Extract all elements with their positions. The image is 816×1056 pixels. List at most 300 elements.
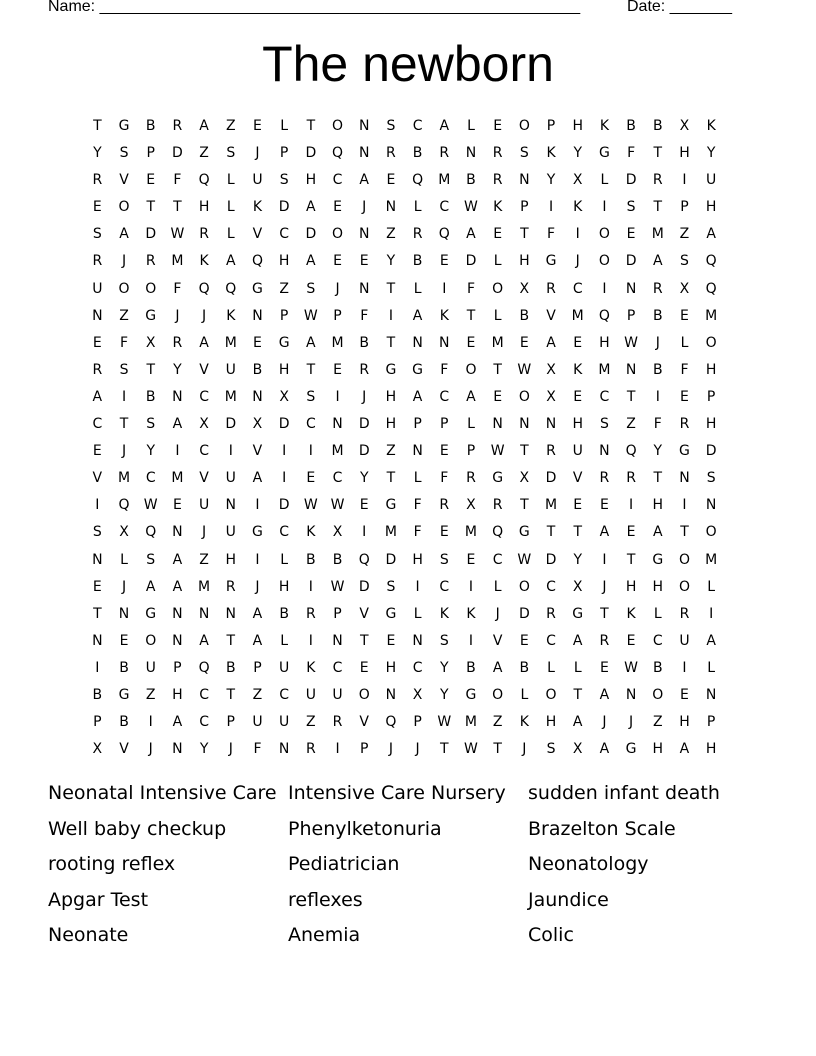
grid-letter[interactable]: P <box>520 199 529 216</box>
grid-letter[interactable]: A <box>252 632 263 649</box>
grid-letter[interactable]: S <box>546 741 556 758</box>
grid-letter[interactable]: M <box>705 551 718 568</box>
grid-letter[interactable]: E <box>172 497 182 514</box>
grid-letter[interactable]: Y <box>573 551 582 568</box>
grid-letter[interactable]: H <box>705 199 717 216</box>
grid-letter[interactable]: K <box>573 199 583 216</box>
grid-letter[interactable]: R <box>679 605 690 622</box>
grid-letter[interactable]: I <box>629 497 634 514</box>
grid-letter[interactable]: C <box>412 118 423 134</box>
grid-letter[interactable]: J <box>602 714 607 731</box>
grid-letter[interactable]: S <box>706 470 716 487</box>
grid-letter[interactable]: S <box>599 416 609 433</box>
grid-letter[interactable]: U <box>305 686 316 703</box>
grid-letter[interactable]: Q <box>198 172 210 189</box>
grid-letter[interactable]: A <box>172 416 183 433</box>
grid-letter[interactable]: A <box>599 524 610 541</box>
grid-letter[interactable]: U <box>706 172 717 189</box>
grid-letter[interactable]: K <box>439 307 449 324</box>
grid-letter[interactable]: L <box>413 199 422 216</box>
grid-letter[interactable]: G <box>679 443 690 460</box>
grid-letter[interactable]: C <box>199 686 209 703</box>
grid-letter[interactable]: X <box>119 524 129 541</box>
grid-letter[interactable]: X <box>572 578 583 595</box>
grid-letter[interactable]: E <box>146 172 156 189</box>
grid-letter[interactable]: N <box>198 605 210 622</box>
grid-letter[interactable]: J <box>202 524 207 541</box>
grid-letter[interactable]: X <box>546 361 556 378</box>
grid-letter[interactable]: Q <box>358 551 370 568</box>
grid-letter[interactable]: E <box>573 497 583 514</box>
grid-letter[interactable]: X <box>332 524 343 541</box>
grid-letter[interactable]: D <box>278 199 290 216</box>
grid-letter[interactable]: I <box>282 443 287 460</box>
grid-letter[interactable]: O <box>652 686 664 703</box>
grid-letter[interactable]: C <box>546 578 556 595</box>
grid-letter[interactable]: J <box>655 334 660 351</box>
grid-letter[interactable]: E <box>599 659 609 676</box>
grid-letter[interactable]: Q <box>412 172 424 189</box>
grid-letter[interactable]: T <box>466 307 476 324</box>
grid-letter[interactable]: C <box>332 172 343 189</box>
grid-letter[interactable]: L <box>573 659 582 676</box>
grid-letter[interactable]: X <box>546 388 556 405</box>
grid-letter[interactable]: S <box>92 226 102 243</box>
grid-letter[interactable]: L <box>280 118 289 134</box>
grid-letter[interactable]: C <box>572 280 583 297</box>
grid-letter[interactable]: N <box>519 172 530 189</box>
grid-letter[interactable]: N <box>92 307 103 324</box>
grid-letter[interactable]: W <box>303 307 318 324</box>
grid-letter[interactable]: B <box>626 118 636 134</box>
grid-letter[interactable]: I <box>575 226 580 243</box>
grid-letter[interactable]: C <box>199 443 209 460</box>
grid-letter[interactable]: K <box>706 118 716 134</box>
grid-letter[interactable]: J <box>148 741 153 758</box>
grid-letter[interactable]: C <box>439 199 450 216</box>
grid-letter[interactable]: J <box>121 253 127 270</box>
grid-letter[interactable]: R <box>199 226 209 243</box>
grid-letter[interactable]: A <box>119 226 129 243</box>
grid-letter[interactable]: H <box>599 334 610 351</box>
grid-letter[interactable]: E <box>253 118 262 134</box>
grid-letter[interactable]: E <box>333 253 342 270</box>
grid-letter[interactable]: A <box>412 307 423 324</box>
grid-letter[interactable]: D <box>305 145 317 162</box>
grid-letter[interactable]: T <box>626 388 636 405</box>
grid-letter[interactable]: N <box>545 416 557 433</box>
grid-letter[interactable]: P <box>253 659 262 676</box>
grid-letter[interactable]: E <box>306 470 316 487</box>
grid-letter[interactable]: T <box>359 632 369 649</box>
grid-letter[interactable]: A <box>492 659 503 676</box>
grid-letter[interactable]: H <box>679 714 690 731</box>
grid-letter[interactable]: R <box>492 497 503 514</box>
grid-letter[interactable]: R <box>546 605 556 622</box>
grid-letter[interactable]: P <box>413 416 422 433</box>
grid-letter[interactable]: T <box>573 686 582 703</box>
grid-letter[interactable]: I <box>121 388 127 405</box>
grid-letter[interactable]: E <box>386 172 396 189</box>
grid-letter[interactable]: H <box>679 145 690 162</box>
grid-letter[interactable]: J <box>255 578 260 595</box>
grid-letter[interactable]: E <box>439 253 449 270</box>
grid-letter[interactable]: K <box>573 361 583 378</box>
grid-letter[interactable]: A <box>466 388 476 405</box>
grid-letter[interactable]: K <box>226 307 236 324</box>
grid-letter[interactable]: A <box>679 741 690 758</box>
grid-letter[interactable]: J <box>629 714 634 731</box>
grid-letter[interactable]: V <box>492 632 503 649</box>
grid-letter[interactable]: P <box>466 443 476 460</box>
grid-letter[interactable]: N <box>412 334 423 351</box>
grid-letter[interactable]: O <box>705 334 717 351</box>
grid-letter[interactable]: R <box>92 253 103 270</box>
date-field[interactable]: Date: _______ <box>627 0 732 15</box>
grid-letter[interactable]: L <box>520 686 529 703</box>
grid-letter[interactable]: K <box>306 524 316 541</box>
grid-letter[interactable]: D <box>545 470 557 487</box>
grid-letter[interactable]: K <box>439 605 449 622</box>
grid-letter[interactable]: T <box>226 632 236 649</box>
grid-letter[interactable]: A <box>546 334 556 351</box>
grid-letter[interactable]: N <box>412 443 423 460</box>
grid-letter[interactable]: O <box>492 280 504 297</box>
grid-letter[interactable]: H <box>705 416 717 433</box>
grid-letter[interactable]: E <box>680 307 689 324</box>
grid-letter[interactable]: U <box>225 470 236 487</box>
grid-letter[interactable]: N <box>385 686 397 703</box>
grid-letter[interactable]: M <box>464 714 478 731</box>
grid-letter[interactable]: A <box>252 470 263 487</box>
grid-letter[interactable]: W <box>517 551 532 568</box>
grid-letter[interactable]: K <box>199 253 209 270</box>
grid-letter[interactable]: Z <box>252 686 263 703</box>
grid-letter[interactable]: U <box>679 632 690 649</box>
grid-letter[interactable]: R <box>412 226 423 243</box>
grid-letter[interactable]: D <box>358 443 370 460</box>
grid-letter[interactable]: B <box>466 172 476 189</box>
grid-letter[interactable]: Q <box>705 253 717 270</box>
grid-letter[interactable]: O <box>518 388 530 405</box>
grid-letter[interactable]: M <box>491 334 504 351</box>
grid-letter[interactable]: N <box>225 497 237 514</box>
grid-letter[interactable]: B <box>412 145 423 162</box>
grid-letter[interactable]: M <box>198 578 211 595</box>
grid-letter[interactable]: S <box>519 145 529 162</box>
grid-letter[interactable]: B <box>225 659 236 676</box>
grid-letter[interactable]: A <box>199 334 209 351</box>
grid-letter[interactable]: E <box>573 388 583 405</box>
grid-letter[interactable]: R <box>546 280 556 297</box>
grid-letter[interactable]: Y <box>93 145 102 162</box>
grid-letter[interactable]: G <box>518 524 530 541</box>
grid-letter[interactable]: A <box>172 714 183 731</box>
grid-letter[interactable]: I <box>602 280 607 297</box>
grid-letter[interactable]: R <box>599 632 610 649</box>
grid-letter[interactable]: M <box>171 470 184 487</box>
grid-letter[interactable]: A <box>172 551 183 568</box>
grid-letter[interactable]: P <box>706 714 716 731</box>
grid-letter[interactable]: Z <box>199 551 209 568</box>
grid-letter[interactable]: T <box>306 361 316 378</box>
grid-letter[interactable]: R <box>172 118 183 134</box>
grid-letter[interactable]: Z <box>492 714 503 731</box>
grid-letter[interactable]: W <box>437 714 452 731</box>
grid-letter[interactable]: M <box>384 524 397 541</box>
grid-letter[interactable]: O <box>118 199 130 216</box>
grid-letter[interactable]: T <box>653 470 663 487</box>
grid-letter[interactable]: Q <box>251 253 263 270</box>
grid-letter[interactable]: Q <box>705 280 717 297</box>
grid-letter[interactable]: H <box>572 118 583 134</box>
grid-letter[interactable]: F <box>466 280 475 297</box>
grid-letter[interactable]: N <box>252 388 263 405</box>
grid-letter[interactable]: H <box>705 361 717 378</box>
name-field[interactable]: Name: ______________________________________________________ <box>48 0 581 15</box>
grid-letter[interactable]: T <box>93 605 102 622</box>
grid-letter[interactable]: G <box>145 307 157 324</box>
grid-letter[interactable]: X <box>572 172 583 189</box>
grid-letter[interactable]: L <box>226 199 235 216</box>
grid-letter[interactable]: D <box>278 416 290 433</box>
grid-letter[interactable]: P <box>279 307 289 324</box>
grid-letter[interactable]: T <box>146 361 155 378</box>
grid-letter[interactable]: G <box>385 361 397 378</box>
grid-letter[interactable]: I <box>148 714 153 731</box>
grid-letter[interactable]: Z <box>119 307 129 324</box>
grid-letter[interactable]: W <box>330 578 345 595</box>
grid-letter[interactable]: O <box>358 686 370 703</box>
grid-letter[interactable]: U <box>92 280 103 297</box>
grid-letter[interactable]: S <box>306 388 316 405</box>
grid-letter[interactable]: K <box>519 714 529 731</box>
grid-letter[interactable]: Z <box>652 714 663 731</box>
grid-letter[interactable]: F <box>360 307 369 324</box>
grid-letter[interactable]: E <box>466 334 476 351</box>
grid-letter[interactable]: O <box>332 118 344 134</box>
grid-letter[interactable]: M <box>331 334 344 351</box>
grid-letter[interactable]: O <box>332 226 344 243</box>
grid-letter[interactable]: E <box>92 578 102 595</box>
grid-letter[interactable]: A <box>225 253 236 270</box>
grid-letter[interactable]: J <box>202 307 207 324</box>
grid-letter[interactable]: K <box>626 605 636 622</box>
grid-letter[interactable]: G <box>278 334 290 351</box>
grid-letter[interactable]: F <box>413 524 422 541</box>
grid-letter[interactable]: F <box>440 470 449 487</box>
grid-letter[interactable]: R <box>92 361 103 378</box>
grid-letter[interactable]: F <box>627 145 636 162</box>
grid-letter[interactable]: C <box>279 686 290 703</box>
grid-letter[interactable]: S <box>439 632 449 649</box>
grid-letter[interactable]: M <box>224 388 237 405</box>
grid-letter[interactable]: I <box>282 470 287 487</box>
grid-letter[interactable]: N <box>118 605 130 622</box>
grid-letter[interactable]: B <box>252 361 263 378</box>
grid-letter[interactable]: P <box>706 388 716 405</box>
grid-letter[interactable]: C <box>92 416 103 433</box>
grid-letter[interactable]: I <box>95 659 100 676</box>
grid-letter[interactable]: N <box>625 686 637 703</box>
grid-letter[interactable]: N <box>465 145 477 162</box>
grid-letter[interactable]: M <box>464 524 478 541</box>
grid-letter[interactable]: D <box>172 145 183 162</box>
grid-letter[interactable]: Y <box>440 686 449 703</box>
grid-letter[interactable]: D <box>305 226 317 243</box>
grid-letter[interactable]: M <box>598 361 611 378</box>
grid-letter[interactable]: N <box>172 741 183 758</box>
grid-letter[interactable]: V <box>119 172 129 189</box>
grid-letter[interactable]: E <box>92 443 102 460</box>
grid-letter[interactable]: B <box>332 551 343 568</box>
grid-letter[interactable]: E <box>680 686 689 703</box>
grid-letter[interactable]: D <box>705 443 717 460</box>
grid-letter[interactable]: V <box>252 226 263 243</box>
grid-letter[interactable]: I <box>709 605 714 622</box>
grid-letter[interactable]: C <box>305 416 316 433</box>
grid-letter[interactable]: X <box>519 280 530 297</box>
grid-letter[interactable]: U <box>198 497 210 514</box>
grid-letter[interactable]: X <box>679 118 690 134</box>
grid-letter[interactable]: S <box>146 551 156 568</box>
grid-letter[interactable]: R <box>439 145 450 162</box>
grid-letter[interactable]: X <box>412 686 423 703</box>
grid-letter[interactable]: L <box>707 578 716 595</box>
grid-letter[interactable]: H <box>225 551 237 568</box>
grid-letter[interactable]: N <box>358 118 370 134</box>
grid-letter[interactable]: H <box>652 741 664 758</box>
grid-letter[interactable]: T <box>573 524 582 541</box>
grid-letter[interactable]: A <box>652 524 663 541</box>
grid-letter[interactable]: C <box>199 388 209 405</box>
grid-letter[interactable]: N <box>358 226 370 243</box>
grid-letter[interactable]: N <box>625 361 637 378</box>
grid-letter[interactable]: Y <box>146 443 155 460</box>
grid-letter[interactable]: W <box>517 361 532 378</box>
grid-letter[interactable]: A <box>172 578 183 595</box>
grid-letter[interactable]: F <box>680 361 689 378</box>
grid-letter[interactable]: G <box>465 686 477 703</box>
grid-letter[interactable]: N <box>92 632 103 649</box>
grid-letter[interactable]: M <box>544 497 558 514</box>
grid-letter[interactable]: H <box>625 578 637 595</box>
grid-letter[interactable]: R <box>439 497 450 514</box>
grid-letter[interactable]: Q <box>198 280 210 297</box>
grid-letter[interactable]: F <box>253 741 262 758</box>
grid-letter[interactable]: Y <box>546 172 556 189</box>
grid-letter[interactable]: O <box>145 280 157 297</box>
grid-letter[interactable]: I <box>175 443 180 460</box>
grid-letter[interactable]: G <box>652 551 664 568</box>
grid-letter[interactable]: I <box>548 199 554 216</box>
grid-letter[interactable]: Z <box>279 280 289 297</box>
grid-letter[interactable]: O <box>678 551 690 568</box>
grid-letter[interactable]: I <box>388 307 393 324</box>
grid-letter[interactable]: J <box>575 253 580 270</box>
grid-letter[interactable]: O <box>518 578 530 595</box>
grid-letter[interactable]: Q <box>198 659 210 676</box>
grid-letter[interactable]: N <box>705 497 717 514</box>
grid-letter[interactable]: E <box>253 334 262 351</box>
grid-letter[interactable]: C <box>652 632 663 649</box>
grid-letter[interactable]: I <box>468 578 474 595</box>
grid-letter[interactable]: M <box>117 470 131 487</box>
grid-letter[interactable]: F <box>120 334 129 351</box>
grid-letter[interactable]: U <box>252 714 263 731</box>
grid-letter[interactable]: I <box>228 443 233 460</box>
grid-letter[interactable]: S <box>146 416 156 433</box>
grid-letter[interactable]: C <box>199 714 209 731</box>
grid-letter[interactable]: R <box>546 443 556 460</box>
grid-letter[interactable]: G <box>252 280 263 297</box>
grid-letter[interactable]: M <box>171 253 184 270</box>
grid-letter[interactable]: L <box>547 659 555 676</box>
grid-letter[interactable]: O <box>518 118 530 134</box>
grid-letter[interactable]: R <box>492 145 503 162</box>
grid-letter[interactable]: F <box>173 172 182 189</box>
grid-letter[interactable]: N <box>358 280 370 297</box>
grid-letter[interactable]: Y <box>386 253 396 270</box>
grid-letter[interactable]: R <box>466 470 476 487</box>
grid-letter[interactable]: R <box>652 172 663 189</box>
grid-letter[interactable]: F <box>547 226 556 243</box>
grid-letter[interactable]: U <box>225 524 236 541</box>
grid-letter[interactable]: U <box>332 686 343 703</box>
grid-letter[interactable]: L <box>280 551 289 568</box>
grid-letter[interactable]: H <box>705 741 717 758</box>
grid-letter[interactable]: D <box>358 578 370 595</box>
grid-letter[interactable]: Y <box>173 361 182 378</box>
grid-letter[interactable]: C <box>279 226 290 243</box>
grid-letter[interactable]: O <box>598 226 610 243</box>
grid-letter[interactable]: N <box>439 334 450 351</box>
grid-letter[interactable]: E <box>626 632 636 649</box>
grid-letter[interactable]: A <box>252 605 263 622</box>
grid-letter[interactable]: G <box>412 361 424 378</box>
grid-letter[interactable]: V <box>359 714 369 731</box>
grid-letter[interactable]: H <box>385 416 397 433</box>
grid-letter[interactable]: T <box>146 199 155 216</box>
grid-letter[interactable]: E <box>439 524 449 541</box>
grid-letter[interactable]: S <box>119 145 129 162</box>
grid-letter[interactable]: W <box>624 659 639 676</box>
grid-letter[interactable]: Z <box>386 443 396 460</box>
grid-letter[interactable]: J <box>121 443 127 460</box>
grid-letter[interactable]: I <box>415 578 420 595</box>
grid-letter[interactable]: J <box>228 741 233 758</box>
grid-letter[interactable]: T <box>520 226 529 243</box>
grid-letter[interactable]: Z <box>145 686 156 703</box>
grid-letter[interactable]: S <box>680 253 689 270</box>
grid-letter[interactable]: W <box>170 226 185 243</box>
grid-letter[interactable]: A <box>92 388 103 405</box>
grid-letter[interactable]: P <box>440 416 449 433</box>
grid-letter[interactable]: E <box>519 632 529 649</box>
grid-letter[interactable]: R <box>225 578 236 595</box>
grid-letter[interactable]: A <box>306 253 316 270</box>
grid-letter[interactable]: R <box>332 714 343 731</box>
grid-letter[interactable]: I <box>95 497 100 514</box>
grid-letter[interactable]: B <box>519 659 530 676</box>
grid-letter[interactable]: X <box>92 741 103 758</box>
grid-letter[interactable]: A <box>199 632 209 649</box>
grid-letter[interactable]: T <box>440 741 449 758</box>
grid-letter[interactable]: Z <box>386 226 396 243</box>
grid-letter[interactable]: A <box>652 253 663 270</box>
grid-letter[interactable]: C <box>599 388 610 405</box>
grid-letter[interactable]: L <box>413 470 422 487</box>
